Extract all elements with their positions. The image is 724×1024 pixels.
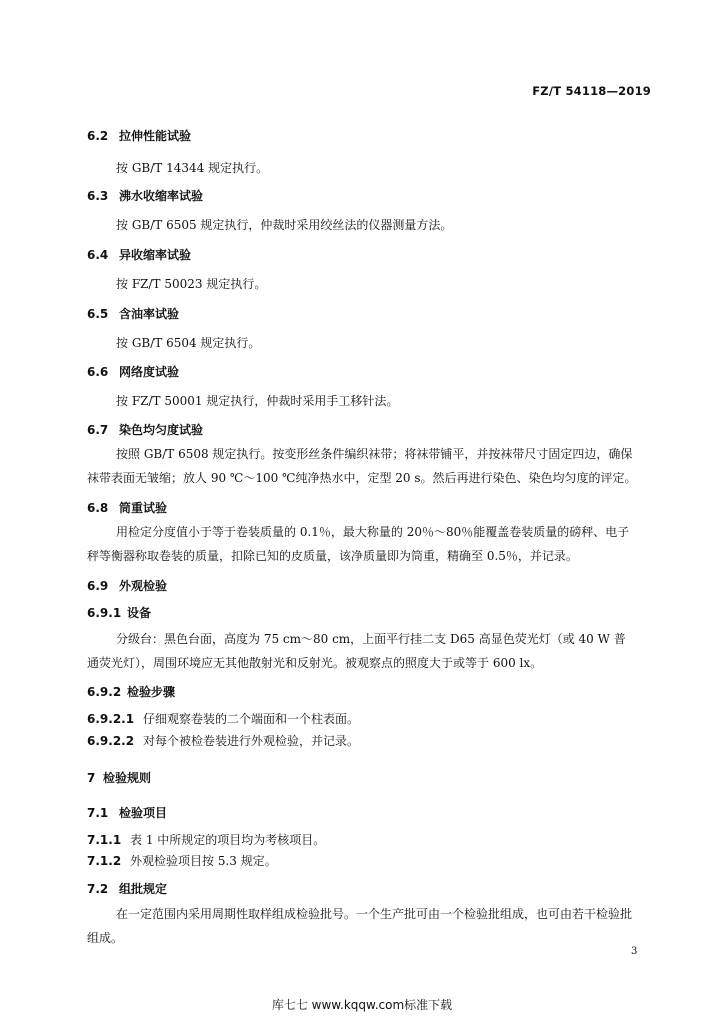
section-title: 外观检验 xyxy=(119,579,168,593)
clause-number: 7.1.1 xyxy=(87,833,122,847)
section-number: 6.9 xyxy=(87,579,109,593)
section-number: 6.6 xyxy=(87,365,109,379)
clause-number: 6.9.2.2 xyxy=(87,734,135,748)
section-title: 沸水收缩率试验 xyxy=(119,189,204,203)
clause-text: 外观检验项目按 5.3 规定。 xyxy=(130,854,277,868)
section-7-2-body: 在一定范围内采用周期性取样组成检验批号。一个生产批可由一个检验批组成，也可由若干检验批组成。 xyxy=(87,907,633,945)
section-number: 6.9.2 xyxy=(87,685,122,699)
section-6-9-heading xyxy=(87,577,167,594)
section-6-9-1-heading xyxy=(87,604,151,621)
clause-text: 对每个被检卷装进行外观检验，并记录。 xyxy=(143,734,360,748)
section-number: 7 xyxy=(87,771,96,785)
section-number: 6.2 xyxy=(87,129,109,143)
section-title: 含油率试验 xyxy=(119,307,180,321)
clause-number: 7.1.2 xyxy=(87,854,122,868)
section-title: 网络度试验 xyxy=(119,365,180,379)
section-6-8-body: 用检定分度值小于等于卷装质量的 0.1％，最大称量的 20％～80％能覆盖卷装质量的磅秤、电子秤等衡器称取卷装的质量，扣除已知的皮质量，该净质量即为筒重，精确至 0.5％，并记录。 xyxy=(87,525,630,563)
clause-text: 表 1 中所规定的项目均为考核项目。 xyxy=(130,833,326,847)
section-6-6-body: 按 FZ/T 50001 规定执行，仲裁时采用手工移针法。 xyxy=(116,394,399,408)
section-6-4-heading xyxy=(87,246,191,263)
section-6-5-body: 按 GB/T 6504 规定执行。 xyxy=(116,336,261,350)
clause-7-1-2 xyxy=(87,852,277,869)
clause-number: 6.9.2.1 xyxy=(87,712,135,726)
section-number: 6.9.1 xyxy=(87,606,122,620)
section-number: 6.5 xyxy=(87,307,109,321)
section-7-1-heading xyxy=(87,804,167,821)
section-number: 6.7 xyxy=(87,423,109,437)
section-6-6-heading xyxy=(87,363,179,380)
section-6-4-body: 按 FZ/T 50023 规定执行。 xyxy=(116,277,267,291)
section-title: 设备 xyxy=(127,606,152,620)
section-number: 6.4 xyxy=(87,248,109,262)
section-number: 7.2 xyxy=(87,882,109,896)
section-6-3-body: 按 GB/T 6505 规定执行，仲裁时采用绞丝法的仪器测量方法。 xyxy=(116,218,453,232)
section-number: 7.1 xyxy=(87,806,109,820)
section-6-7-heading xyxy=(87,421,203,438)
chapter-7-heading xyxy=(87,769,151,786)
clause-6-9-2-2 xyxy=(87,732,359,749)
section-title: 组批规定 xyxy=(119,882,168,896)
section-title: 染色均匀度试验 xyxy=(119,423,204,437)
section-6-2-body: 按 GB/T 14344 规定执行。 xyxy=(116,161,269,175)
section-title: 检验规则 xyxy=(103,771,152,785)
clause-7-1-1 xyxy=(87,831,325,848)
footer-watermark: 库七七 www.kqqw.com标准下载 xyxy=(271,998,453,1012)
section-6-2-heading xyxy=(87,127,191,144)
section-6-9-2-heading xyxy=(87,683,175,700)
section-title: 检验项目 xyxy=(119,806,168,820)
section-title: 检验步骤 xyxy=(127,685,176,699)
section-title: 拉伸性能试验 xyxy=(119,129,192,143)
section-number: 6.3 xyxy=(87,189,109,203)
clause-6-9-2-1 xyxy=(87,710,359,727)
section-title: 筒重试验 xyxy=(119,501,168,515)
section-6-3-heading xyxy=(87,187,203,204)
page-number: 3 xyxy=(631,946,638,957)
section-6-5-heading xyxy=(87,305,179,322)
standard-number: FZ/T 54118—2019 xyxy=(532,84,651,98)
section-title: 异收缩率试验 xyxy=(119,248,192,262)
section-number: 6.8 xyxy=(87,501,109,515)
clause-text: 仔细观察卷装的二个端面和一个柱表面。 xyxy=(143,712,360,726)
section-6-7-body: 按照 GB/T 6508 规定执行。按变形丝条件编织袜带；将袜带铺平，并按袜带尺寸固定四边，确保袜带表面无皱缩；放人 90 ℃～100 ℃纯净热水中，定型 20 s。然后再进行染色、染色均匀度的评定。 xyxy=(87,447,637,485)
section-6-9-1-body: 分级台：黑色台面，高度为 75 cm～80 cm，上面平行挂二支 D65 高显色荧光灯（或 40 W 普通荧光灯），周围环境应无其他散射光和反射光。被观察点的照度大于或等于 600 lx。 xyxy=(87,632,626,670)
section-6-8-heading xyxy=(87,499,167,516)
section-7-2-heading xyxy=(87,880,167,897)
